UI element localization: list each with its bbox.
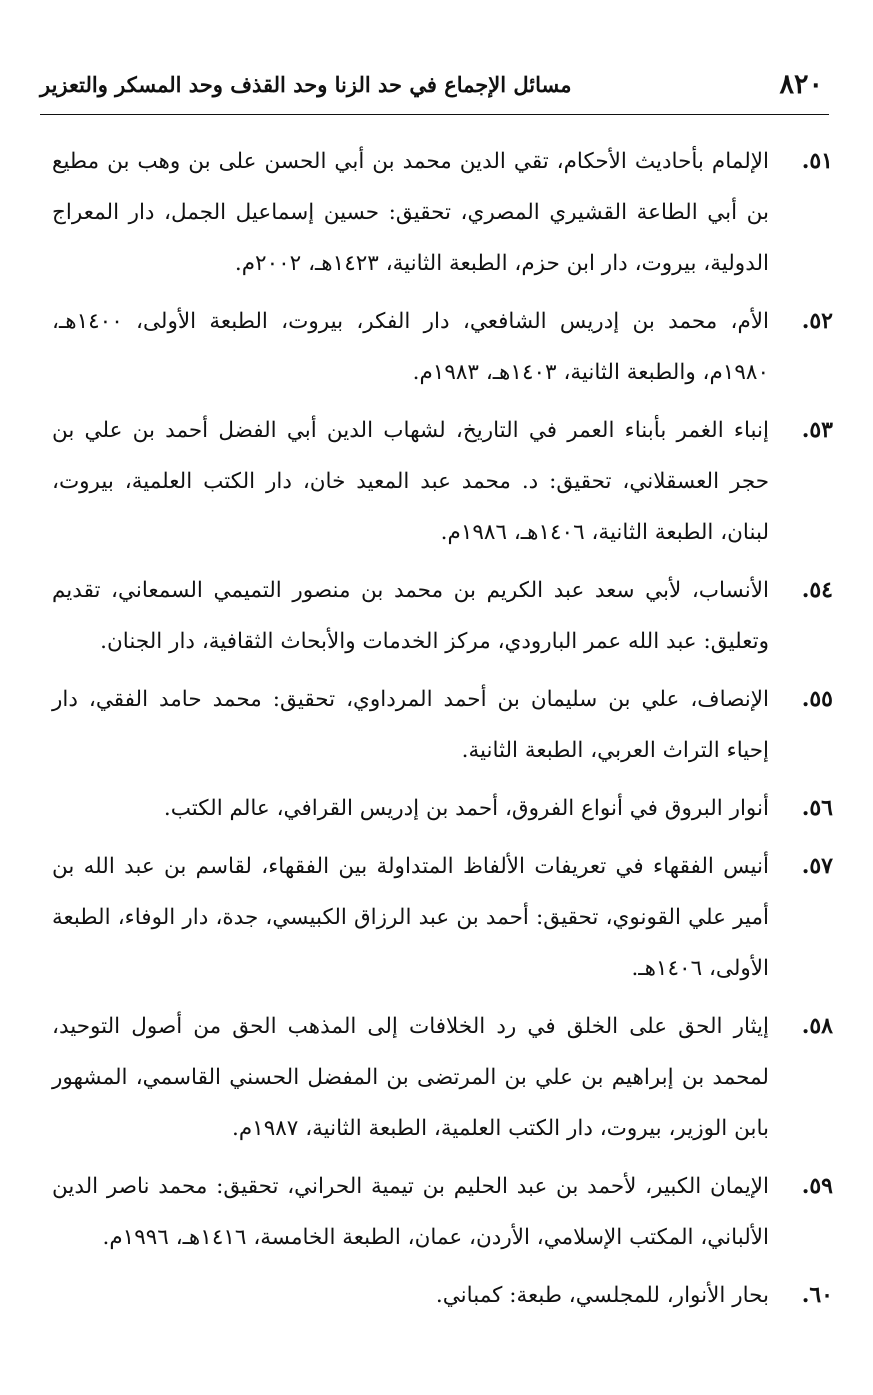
entry-text: إيثار الحق على الخلق في رد الخلافات إلى المذهب الحق من أصول التوحيد، لمحمد بن إبراهيم بن علي بن المرتضى بن المفضل الحسني القاسمي، المشهور بابن الوزير، بيروت، دار الكتب العلمية، الطبعة الثانية، ١٩٨٧م. <box>52 1014 769 1141</box>
entry-number: ٥٦. <box>801 795 833 821</box>
entry-number: ٥٨. <box>801 1013 833 1039</box>
entry-text: بحار الأنوار، للمجلسي، طبعة: كمباني. <box>435 1283 769 1308</box>
bibliography-entry <box>52 405 833 558</box>
bibliography-entry <box>52 1001 833 1154</box>
header-divider <box>40 114 829 115</box>
page-number: ٨٢٠ <box>779 68 823 100</box>
bibliography-entry <box>52 136 833 289</box>
running-title: مسائل الإجماع في حد الزنا وحد القذف وحد المسكر والتعزير <box>40 71 572 97</box>
entry-number: ٥٢. <box>801 308 833 334</box>
bibliography-entry <box>52 296 833 398</box>
entry-number: ٦٠. <box>801 1282 833 1308</box>
entry-text: الإلمام بأحاديث الأحكام، تقي الدين محمد بن أبي الحسن على بن وهب بن مطيع بن أبي الطاعة القشيري المصري، تحقيق: حسين إسماعيل الجمل، دار المعراج الدولية، بيروت، دار ابن حزم، الطبعة الثانية، ١٤٢٣هـ، ٢٠٠٢م. <box>52 149 769 276</box>
entry-number: ٥٤. <box>801 577 833 603</box>
entry-text: أنيس الفقهاء في تعريفات الألفاظ المتداولة بين الفقهاء، لقاسم بن عبد الله بن أمير علي القونوي، تحقيق: أحمد بن عبد الرزاق الكبيسي، جدة، دار الوفاء، الطبعة الأولى، ١٤٠٦هـ. <box>52 854 769 981</box>
entry-text: أنوار البروق في أنواع الفروق، أحمد بن إدريس القرافي، عالم الكتب. <box>163 796 769 821</box>
bibliography-entry <box>52 565 833 667</box>
bibliography-list <box>52 136 833 1328</box>
entry-number: ٥٣. <box>801 417 833 443</box>
entry-text: إنباء الغمر بأبناء العمر في التاريخ، لشهاب الدين أبي الفضل أحمد بن علي بن حجر العسقلاني، تحقيق: د. محمد عبد المعيد خان، دار الكتب العلمية، بيروت، لبنان، الطبعة الثانية، ١٤٠٦هـ، ١٩٨٦م. <box>52 418 769 545</box>
entry-number: ٥٧. <box>801 853 833 879</box>
entry-text: الإنصاف، علي بن سليمان بن أحمد المرداوي، تحقيق: محمد حامد الفقي، دار إحياء التراث العربي، الطبعة الثانية. <box>52 687 769 763</box>
entry-text: الأم، محمد بن إدريس الشافعي، دار الفكر، بيروت، الطبعة الأولى، ١٤٠٠هـ، ١٩٨٠م، والطبعة الثانية، ١٤٠٣هـ، ١٩٨٣م. <box>52 309 769 385</box>
entry-number: ٥٩. <box>801 1173 833 1199</box>
entry-text: الأنساب، لأبي سعد عبد الكريم بن محمد بن منصور التميمي السمعاني، تقديم وتعليق: عبد الله عمر البارودي، مركز الخدمات والأبحاث الثقافية، دار الجنان. <box>52 578 769 654</box>
bibliography-entry <box>52 1161 833 1263</box>
entry-text: الإيمان الكبير، لأحمد بن عبد الحليم بن تيمية الحراني، تحقيق: محمد ناصر الدين الألباني، المكتب الإسلامي، الأردن، عمان، الطبعة الخامسة، ١٤١٦هـ، ١٩٩٦م. <box>52 1174 769 1250</box>
page-header <box>40 62 823 106</box>
bibliography-entry <box>52 1270 833 1321</box>
entry-number: ٥٥. <box>801 686 833 712</box>
bibliography-entry <box>52 674 833 776</box>
bibliography-entry <box>52 841 833 994</box>
entry-number: ٥١. <box>801 148 833 174</box>
bibliography-entry <box>52 783 833 834</box>
